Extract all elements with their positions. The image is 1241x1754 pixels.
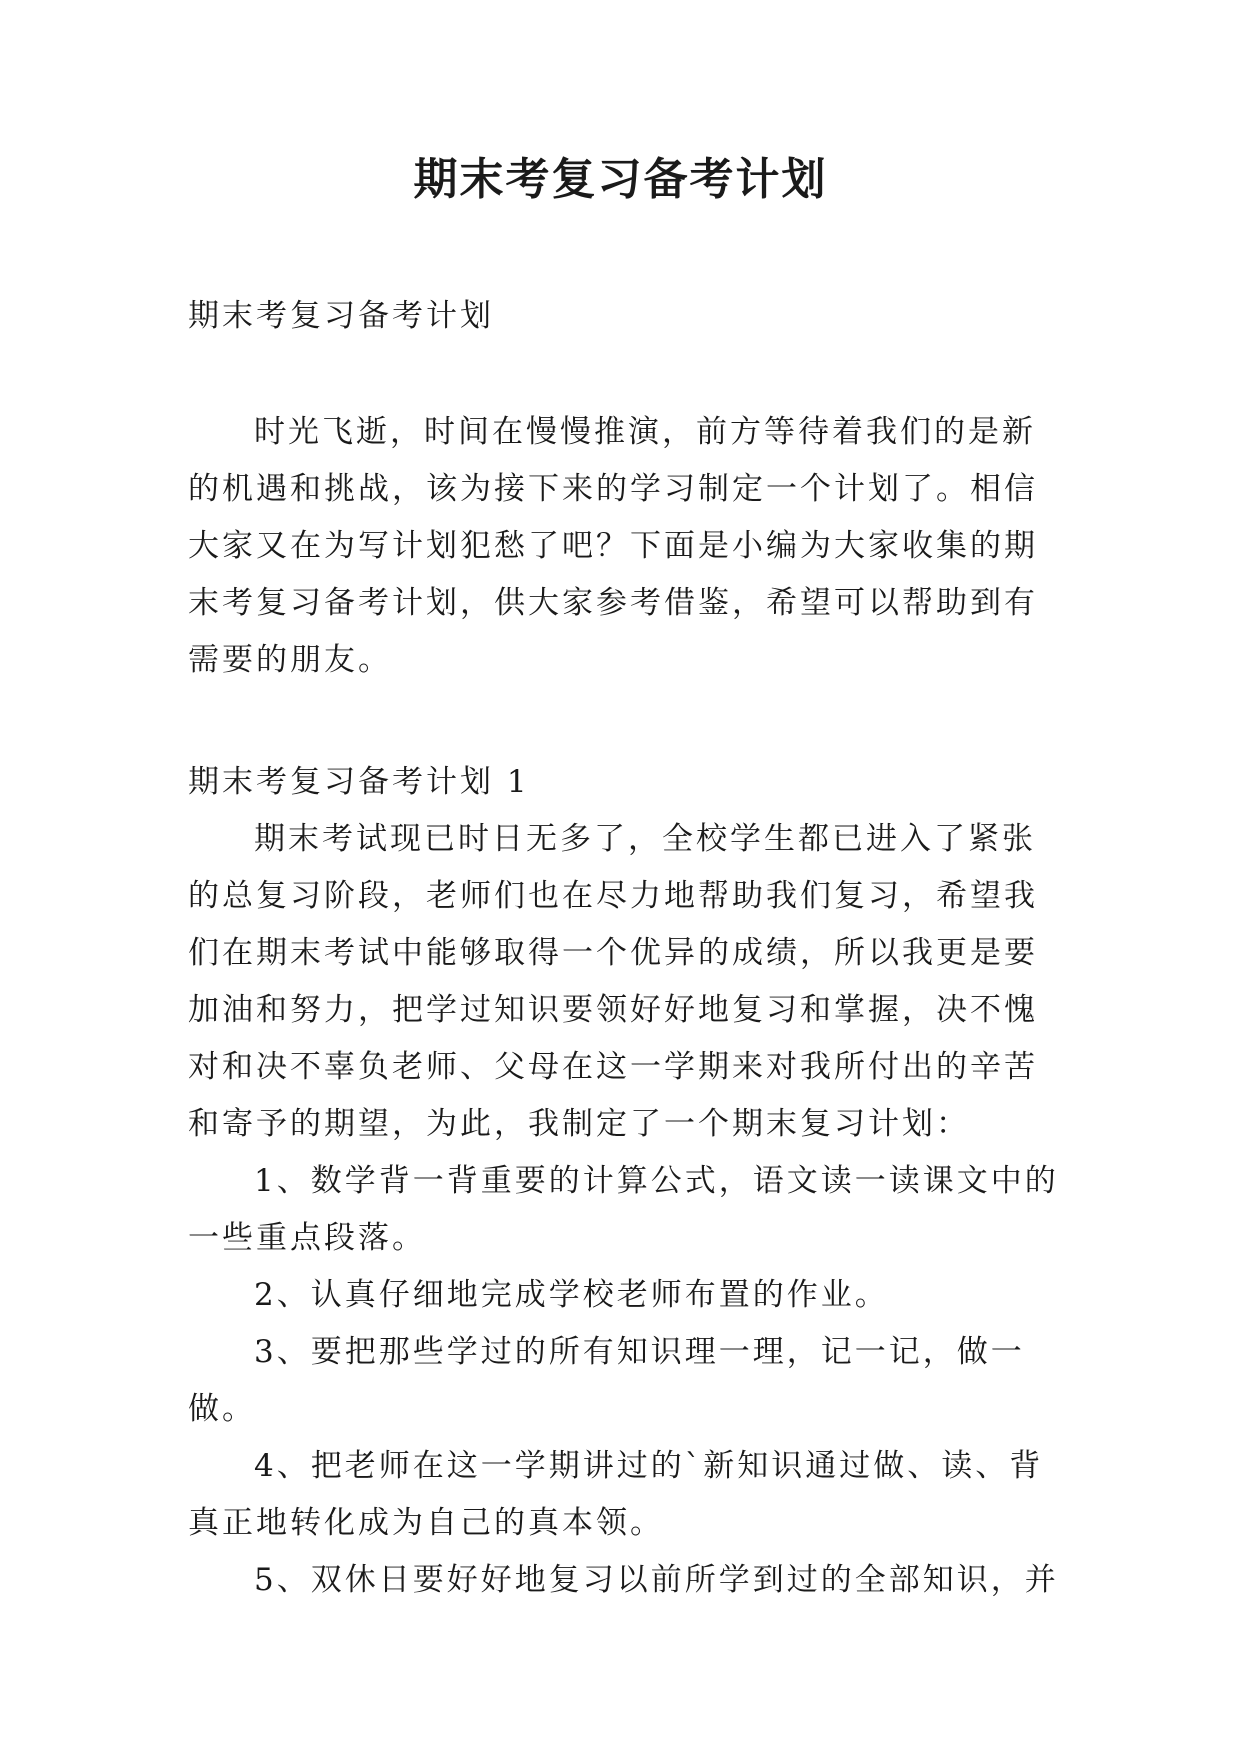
list-item-2: 2、认真仔细地完成学校老师布置的作业。 <box>254 1277 889 1313</box>
section-body <box>188 811 1068 1609</box>
list-item-4: 4、把老师在这一学期讲过的`新知识通过做、读、背真正地转化成为自己的真本领。 <box>188 1448 1044 1541</box>
list-item-3: 3、要把那些学过的所有知识理一理，记一记，做一做。 <box>188 1334 1025 1427</box>
document-subtitle: 期末考复习备考计划 <box>188 298 494 334</box>
document-title: 期末考复习备考计划 <box>413 154 828 205</box>
section-heading: 期末考复习备考计划 1 <box>188 764 530 800</box>
list-item-1: 1、数学背一背重要的计算公式，语文读一读课文中的一些重点段落。 <box>188 1163 1059 1256</box>
list-item-5: 5、双休日要好好地复习以前所学到过的全部知识，并 <box>254 1562 1059 1598</box>
intro-paragraph: 时光飞逝，时间在慢慢推演，前方等待着我们的是新的机遇和挑战，该为接下来的学习制定一个计划了。相信大家又在为写计划犯愁了吧？下面是小编为大家收集的期末考复习备考计划，供大家参考借鉴，希望可以帮助到有需要的朋友。 <box>188 414 1038 678</box>
body-paragraph: 期末考试现已时日无多了，全校学生都已进入了紧张的总复习阶段，老师们也在尽力地帮助我们复习，希望我们在期末考试中能够取得一个优异的成绩，所以我更是要加油和努力，把学过知识要领好好地复习和掌握，决不愧对和决不辜负老师、父母在这一学期来对我所付出的辛苦和寄予的期望，为此，我制定了一个期末复习计划： <box>188 821 1038 1142</box>
